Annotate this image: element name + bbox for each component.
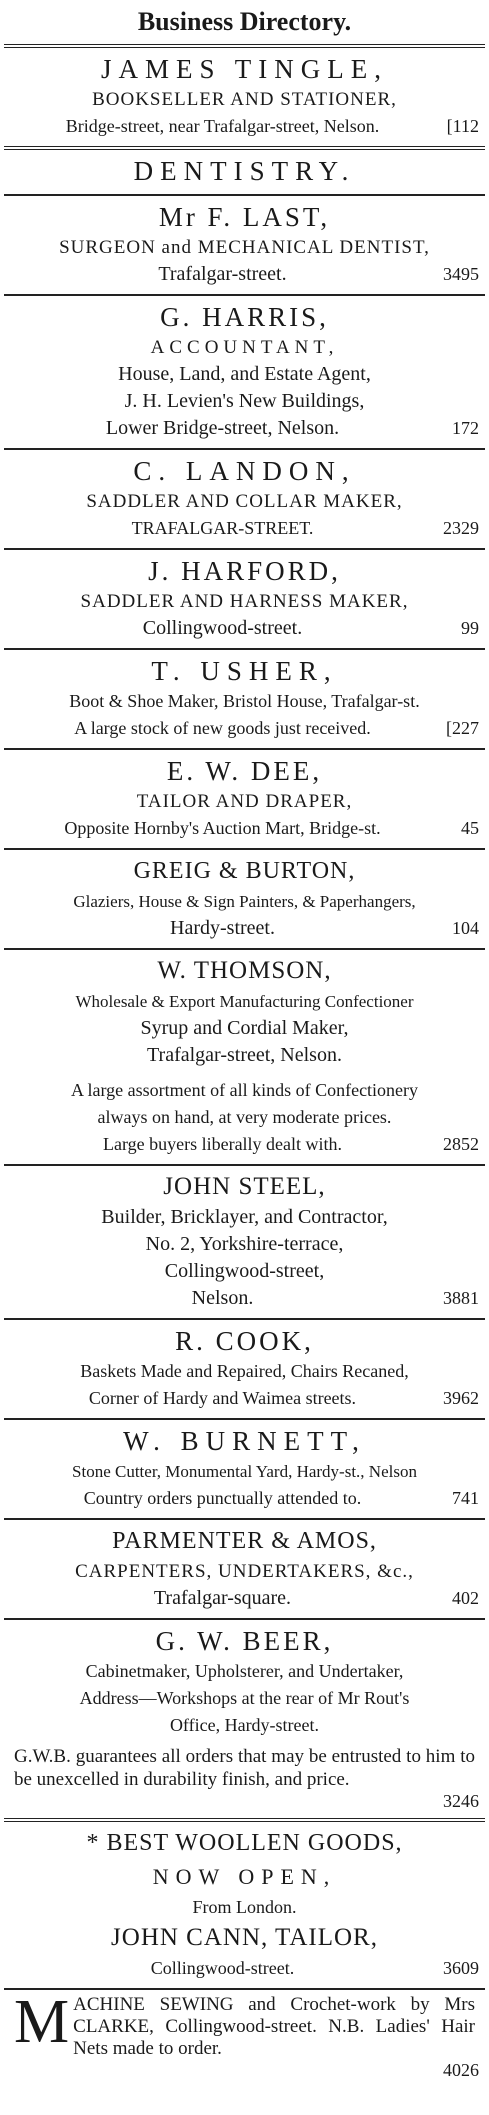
ad-line: Opposite Hornby's Auction Mart, Bridge-st. — [64, 818, 381, 838]
ad-name: GREIG & BURTON, — [133, 858, 356, 884]
ad-line: Trafalgar-street. — [158, 263, 287, 285]
ad-name: JOHN CANN, TAILOR, — [111, 1924, 378, 1951]
ad-r-cook — [0, 1320, 489, 1418]
ad-c-landon — [0, 450, 489, 548]
ad-e-w-dee — [0, 750, 489, 848]
ad-name: W. BURNETT, — [123, 1426, 366, 1456]
ad-line: BOOKSELLER AND STATIONER, — [92, 89, 397, 110]
ad-name: Mr F. LAST, — [158, 202, 331, 232]
ad-parmenter-amos — [0, 1520, 489, 1618]
ad-number: 3609 — [443, 1958, 479, 1978]
ad-line: Boot & Shoe Maker, Bristol House, Trafalgar-st. — [69, 691, 420, 711]
page-title: Business Directory. — [137, 7, 352, 36]
ad-number: 3881 — [443, 1288, 479, 1308]
ad-name: G. HARRIS, — [160, 302, 329, 332]
ad-line: Collingwood-street. — [142, 617, 303, 639]
ad-line: Builder, Bricklayer, and Contractor, — [101, 1206, 388, 1228]
ad-name: T. USHER, — [151, 656, 338, 686]
ad-line: Corner of Hardy and Waimea streets. — [88, 1388, 357, 1408]
ad-line: Lower Bridge-street, Nelson. — [105, 417, 340, 439]
ad-name: C. LANDON, — [133, 456, 356, 486]
ad-number: 99 — [461, 618, 479, 638]
ad-line: Office, Hardy-street. — [169, 1715, 320, 1735]
ad-number: 104 — [452, 918, 479, 938]
ad-line: TRAFALGAR-STREET. — [131, 518, 314, 538]
ad-mrs-clarke — [0, 1990, 489, 2087]
ad-line: Glaziers, House & Sign Painters, & Paperhangers, — [73, 892, 416, 911]
drop-cap: M — [14, 1988, 70, 2056]
ad-line: Baskets Made and Repaired, Chairs Recaned, — [80, 1361, 409, 1381]
ad-number: 3246 — [443, 1791, 479, 1811]
ad-line: TAILOR AND DRAPER, — [136, 791, 353, 812]
ad-line: No. 2, Yorkshire-terrace, — [145, 1233, 344, 1255]
ad-number: 172 — [452, 418, 479, 438]
ad-line: Stone Cutter, Monumental Yard, Hardy-st., Nelson — [72, 1462, 417, 1481]
ad-line: Cabinetmaker, Upholsterer, and Undertaker, — [85, 1661, 404, 1681]
ad-number: 2329 — [443, 518, 479, 538]
ad-line: NOW OPEN, — [152, 1864, 337, 1889]
ad-greig-burton — [0, 850, 489, 948]
ad-line: Country orders punctually attended to. — [83, 1488, 362, 1508]
ad-name: G. W. BEER, — [155, 1626, 334, 1656]
ad-line: Large buyers liberally dealt with. — [102, 1134, 343, 1154]
ad-name: W. THOMSON, — [157, 957, 332, 984]
ad-number: 45 — [461, 818, 479, 838]
ad-g-w-beer — [0, 1620, 489, 1818]
ad-paragraph: G.W.B. guarantees all orders that may be entrusted to him to be unexcelled in durability finish, and price. — [14, 1746, 475, 1790]
ad-f-last — [0, 196, 489, 294]
ad-line: ACCOUNTANT, — [150, 337, 339, 358]
ad-john-cann — [0, 1822, 489, 1988]
section-dentistry — [0, 150, 489, 194]
ad-name: PARMENTER & AMOS, — [112, 1528, 377, 1554]
ad-line: SADDLER AND HARNESS MAKER, — [80, 591, 409, 612]
ad-line: A large assortment of all kinds of Confectionery — [70, 1080, 419, 1100]
ad-james-tingle — [0, 48, 489, 146]
ad-line: J. H. Levien's New Buildings, — [124, 390, 365, 412]
ad-name: JOHN STEEL, — [163, 1173, 326, 1200]
ad-line: Trafalgar-street, Nelson. — [147, 1044, 342, 1066]
ad-line: From London. — [192, 1897, 297, 1917]
ad-number: 3495 — [443, 264, 479, 284]
ad-line: Syrup and Cordial Maker, — [140, 1017, 349, 1039]
section-title: DENTISTRY. — [133, 156, 356, 186]
ad-line: Nelson. — [191, 1287, 254, 1309]
ad-line: SADDLER AND COLLAR MAKER, — [86, 491, 403, 512]
ad-line: A large stock of new goods just received. — [74, 718, 371, 738]
ad-w-thomson — [0, 950, 489, 1164]
ad-line: Bridge-street, near Trafalgar-street, Nelson. — [65, 116, 380, 136]
ad-line: Collingwood-street, — [164, 1260, 325, 1282]
ad-number: 2852 — [443, 1134, 479, 1154]
ad-line: Collingwood-street. — [150, 1958, 295, 1978]
ad-w-burnett — [0, 1420, 489, 1518]
ad-t-usher — [0, 650, 489, 748]
ad-line: Wholesale & Export Manufacturing Confectioner — [75, 992, 414, 1011]
ad-line: Address—Workshops at the rear of Mr Rout's — [79, 1688, 410, 1708]
ad-line: SURGEON and MECHANICAL DENTIST, — [59, 237, 430, 258]
ad-name: E. W. DEE, — [166, 756, 323, 786]
ad-line: * BEST WOOLLEN GOODS, — [86, 1830, 403, 1856]
ad-number: 3962 — [443, 1388, 479, 1408]
ad-j-harford — [0, 550, 489, 648]
ad-line: House, Land, and Estate Agent, — [118, 363, 371, 385]
ad-number: [112 — [446, 116, 479, 136]
ad-line: Trafalgar-square. — [153, 1587, 292, 1609]
ad-number: 402 — [452, 1588, 479, 1608]
ad-name: J. HARFORD, — [148, 556, 341, 586]
ad-paragraph: ACHINE SEWING and Crochet-work by Mrs CLARKE, Collingwood-street. N.B. Ladies' Hair Nets made to order. — [73, 1994, 475, 2059]
ad-number: 741 — [452, 1488, 479, 1508]
ad-name: JAMES TINGLE, — [100, 54, 388, 84]
ad-g-harris — [0, 296, 489, 448]
ad-line: CARPENTERS, UNDERTAKERS, &c., — [75, 1561, 414, 1582]
ad-number: [227 — [446, 718, 479, 738]
ad-line: always on hand, at very moderate prices. — [97, 1107, 392, 1127]
ad-number: 4026 — [443, 2060, 479, 2080]
ad-john-steel — [0, 1166, 489, 1318]
ad-name: R. COOK, — [175, 1326, 314, 1356]
ad-line: Hardy-street. — [170, 917, 275, 939]
